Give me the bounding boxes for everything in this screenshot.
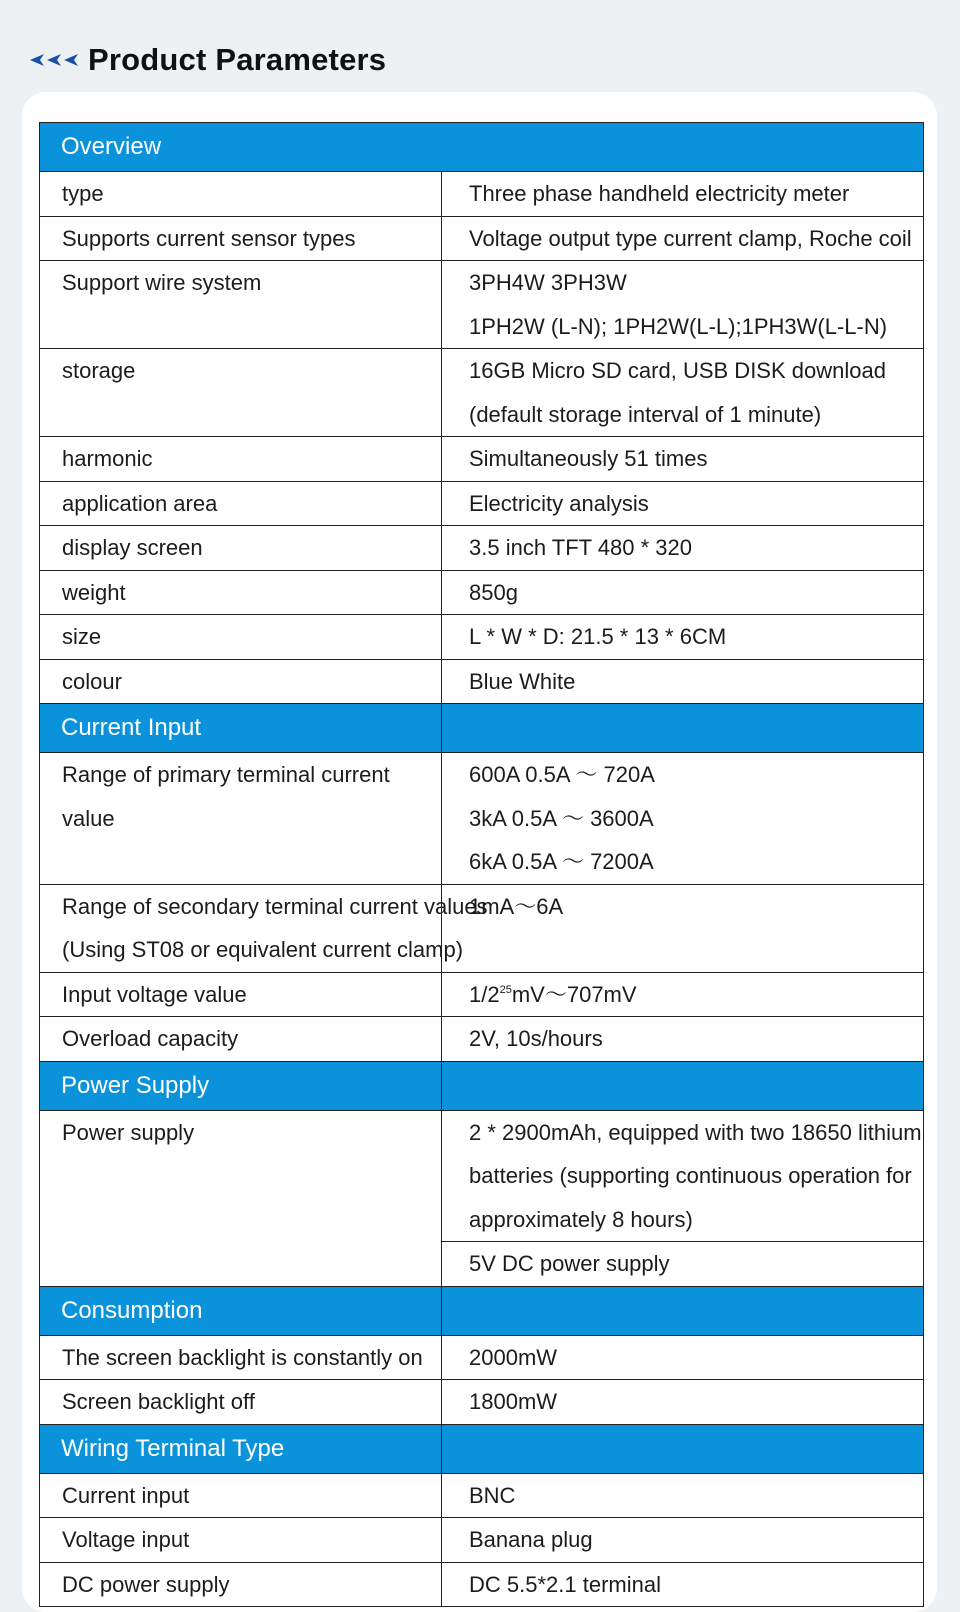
table-row <box>40 1110 924 1242</box>
row-label: Power supply <box>40 1110 442 1286</box>
table-row <box>40 1335 924 1380</box>
row-label: Range of secondary terminal current values (Using ST08 or equivalent current clamp) <box>40 884 442 972</box>
row-value: Simultaneously 51 times <box>442 437 924 482</box>
parameters-table <box>39 122 924 1607</box>
row-label: colour <box>40 659 442 704</box>
row-value: 600A 0.5A ～ 720A 3kA 0.5A ～ 3600A 6kA 0.5A ～ 7200A <box>442 753 924 885</box>
row-value: Blue White <box>442 659 924 704</box>
table-row <box>40 1017 924 1062</box>
row-value: BNC <box>442 1473 924 1518</box>
row-value: 2V, 10s/hours <box>442 1017 924 1062</box>
table-row <box>40 481 924 526</box>
row-label: weight <box>40 570 442 615</box>
table-row <box>40 972 924 1017</box>
row-label: Support wire system <box>40 261 442 349</box>
table-row <box>40 216 924 261</box>
row-label: DC power supply <box>40 1562 442 1607</box>
row-label: Overload capacity <box>40 1017 442 1062</box>
table-row <box>40 261 924 349</box>
row-label: application area <box>40 481 442 526</box>
row-value: 1mA～6A <box>442 884 924 972</box>
triple-chevron-left-icon <box>30 53 80 67</box>
table-row <box>40 1562 924 1607</box>
row-value: 2000mW <box>442 1335 924 1380</box>
table-row <box>40 437 924 482</box>
row-value: DC 5.5*2.1 terminal <box>442 1562 924 1607</box>
row-value: L * W * D: 21.5 * 13 * 6CM <box>442 615 924 660</box>
row-value: 2 * 2900mAh, equipped with two 18650 lithium batteries (supporting continuous operation for approximately 8 hours) <box>442 1110 924 1242</box>
row-value: $1/2^{25}mV\sim 707mV$ <box>442 972 924 1017</box>
page-title: Product Parameters <box>88 42 387 77</box>
row-value: 850g <box>442 570 924 615</box>
row-label: Range of primary terminal current value <box>40 753 442 885</box>
row-value: 3.5 inch TFT 480 * 320 <box>442 526 924 571</box>
table-row <box>40 172 924 217</box>
section-header-consumption: Consumption <box>40 1286 924 1335</box>
section-header-overview: Overview <box>40 123 924 172</box>
row-value: Banana plug <box>442 1518 924 1563</box>
row-label: display screen <box>40 526 442 571</box>
table-row <box>40 659 924 704</box>
row-value: 16GB Micro SD card, USB DISK download (default storage interval of 1 minute) <box>442 349 924 437</box>
row-value: Voltage output type current clamp, Roche coil <box>442 216 924 261</box>
row-label: Supports current sensor types <box>40 216 442 261</box>
row-label: size <box>40 615 442 660</box>
row-value: 1800mW <box>442 1380 924 1425</box>
table-row <box>40 615 924 660</box>
row-label: storage <box>40 349 442 437</box>
table-row <box>40 349 924 437</box>
row-label: The screen backlight is constantly on <box>40 1335 442 1380</box>
section-header-current-input: Current Input <box>40 704 924 753</box>
row-value: 5V DC power supply <box>442 1242 924 1287</box>
table-row <box>40 1380 924 1425</box>
row-value: 3PH4W 3PH3W 1PH2W (L-N); 1PH2W(L-L);1PH3W(L-L-N) <box>442 261 924 349</box>
row-label: Current input <box>40 1473 442 1518</box>
row-value: Three phase handheld electricity meter <box>442 172 924 217</box>
table-row <box>40 1473 924 1518</box>
section-header-wiring: Wiring Terminal Type <box>40 1424 924 1473</box>
row-label: Input voltage value <box>40 972 442 1017</box>
table-row <box>40 526 924 571</box>
table-row <box>40 570 924 615</box>
row-label: harmonic <box>40 437 442 482</box>
row-value: Electricity analysis <box>442 481 924 526</box>
table-row <box>40 884 924 972</box>
row-label: type <box>40 172 442 217</box>
table-row <box>40 1518 924 1563</box>
row-label: Voltage input <box>40 1518 442 1563</box>
section-header-power-supply: Power Supply <box>40 1061 924 1110</box>
row-label: Screen backlight off <box>40 1380 442 1425</box>
page-header <box>30 38 386 82</box>
table-row <box>40 753 924 885</box>
